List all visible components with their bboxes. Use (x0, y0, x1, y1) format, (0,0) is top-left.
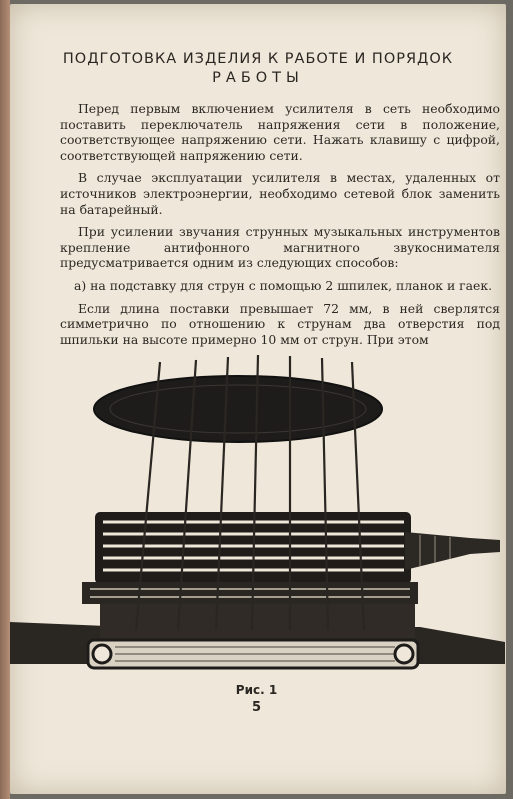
screw-right-icon (395, 645, 413, 663)
section-title-line-1: ПОДГОТОВКА ИЗДЕЛИЯ К РАБОТЕ И ПОРЯДОК (62, 51, 454, 67)
paragraph-4: Если длина поставки превышает 72 мм, в ней сверлятся симметрично по отношению к струнам два отверстия под шпильки на высоте примерно 10 мм от струн. При этом (60, 300, 500, 347)
screw-left-icon (93, 645, 111, 663)
bridge (82, 582, 418, 604)
pickup-cable (405, 532, 500, 570)
sound-hole (94, 376, 382, 442)
paragraph-3: При усилении звучания струнных музыкальных инструментов крепление антифонного магнитного звукоснимателя предусматривается одним из следующих способов: (60, 224, 500, 271)
page-number: 5 (251, 700, 262, 715)
list-item-a: а) на подставку для струн с помощью 2 шпилек, планок и гаек. (74, 277, 493, 293)
pickup-illustration (0, 342, 513, 682)
figure-caption: Рис. 1 (235, 683, 278, 697)
body-text (60, 101, 500, 354)
paragraph-1: Перед первым включением усилителя в сеть необходимо поставить переключатель напряжения сети в положение, соответствующее напряжению сети. Нажать клавишу с цифрой, соответствующей напряжению сети. (60, 101, 500, 163)
section-title-line-2: РАБОТЫ (212, 70, 304, 86)
section-title (30, 50, 486, 88)
paragraph-2: В случае эксплуатации усилителя в местах, удаленных от источников электроэнергии, необходимо сетевой блок заменить на батарейный. (60, 170, 500, 217)
